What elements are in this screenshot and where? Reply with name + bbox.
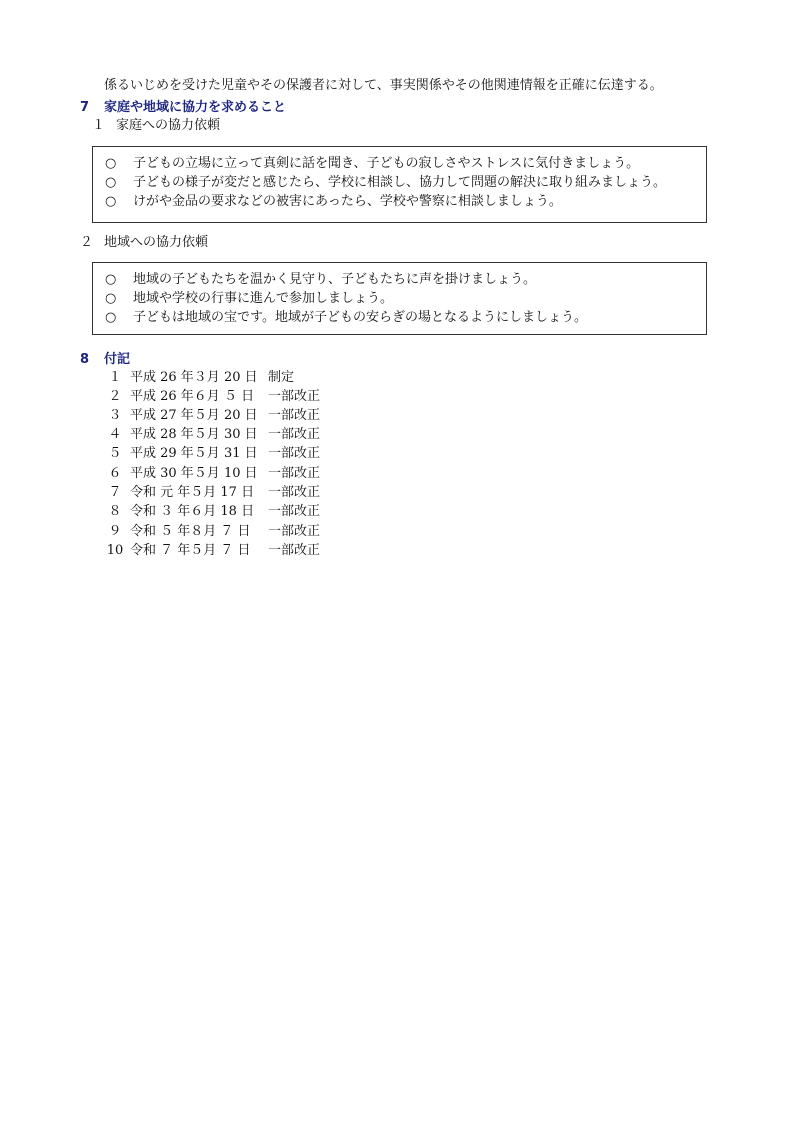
circle-bullet-icon: ○ (105, 156, 117, 171)
section-8-number: 8 (80, 352, 90, 367)
revision-row: ９ 令和 ５ 年８月 ７ 日 一部改正 (108, 524, 321, 539)
circle-bullet-icon: ○ (105, 272, 117, 287)
section-7-title: 家庭や地域に協力を求めること (104, 100, 287, 115)
subsection-2-number: ２ (80, 235, 94, 250)
section-7-number: 7 (80, 100, 90, 115)
revision-row: ３ 平成 27 年５月 20 日 一部改正 (108, 408, 321, 423)
list-item: ○ 子どもは地域の宝です。地域が子どもの安らぎの場となるようにしましょう。 (105, 310, 587, 325)
continuation-paragraph: 係るいじめを受けた児童やその保護者に対して、事実関係やその他関連情報を正確に伝達する。 (104, 78, 663, 93)
revision-row: ２ 平成 26 年６月 ５ 日 一部改正 (108, 389, 321, 404)
section-7-heading (80, 96, 286, 115)
subsection-2-title: 地域への協力依頼 (104, 235, 209, 250)
list-item: ○ 地域の子どもたちを温かく見守り、子どもたちに声を掛けましょう。 (105, 272, 537, 287)
subsection-2-heading (80, 233, 208, 252)
list-item: ○ 子どもの立場に立って真剣に話を聞き、子どもの寂しさやストレスに気付きましょう。 (105, 156, 640, 171)
circle-bullet-icon: ○ (105, 194, 117, 209)
section-8-title: 付記 (104, 352, 131, 367)
circle-bullet-icon: ○ (105, 175, 117, 190)
revision-row: ４ 平成 28 年５月 30 日 一部改正 (108, 427, 321, 442)
section-8-heading (80, 348, 130, 367)
list-item: ○ 地域や学校の行事に進んで参加しましょう。 (105, 291, 394, 306)
subsection-1-title: 家庭への協力依頼 (116, 118, 221, 133)
revision-row: １ 平成 26 年３月 20 日 制定 (108, 370, 295, 385)
revision-row: ５ 平成 29 年５月 31 日 一部改正 (108, 446, 321, 461)
revision-row: 10 令和 ７ 年５月 ７ 日 一部改正 (106, 543, 321, 558)
home-request-box (92, 146, 707, 223)
list-item: ○ 子どもの様子が変だと感じたら、学校に相談し、協力して問題の解決に取り組みましょう。 (105, 175, 667, 190)
revision-row: ７ 令和 元 年５月 17 日 一部改正 (108, 485, 321, 500)
subsection-1-number: １ (92, 118, 106, 133)
circle-bullet-icon: ○ (105, 291, 117, 306)
list-item: ○ けがや金品の要求などの被害にあったら、学校や警察に相談しましょう。 (105, 194, 562, 209)
subsection-1-heading (92, 116, 220, 135)
community-request-box (92, 262, 707, 335)
revision-row: ６ 平成 30 年５月 10 日 一部改正 (108, 466, 321, 481)
circle-bullet-icon: ○ (105, 310, 117, 325)
revision-row: ８ 令和 ３ 年６月 18 日 一部改正 (108, 504, 321, 519)
